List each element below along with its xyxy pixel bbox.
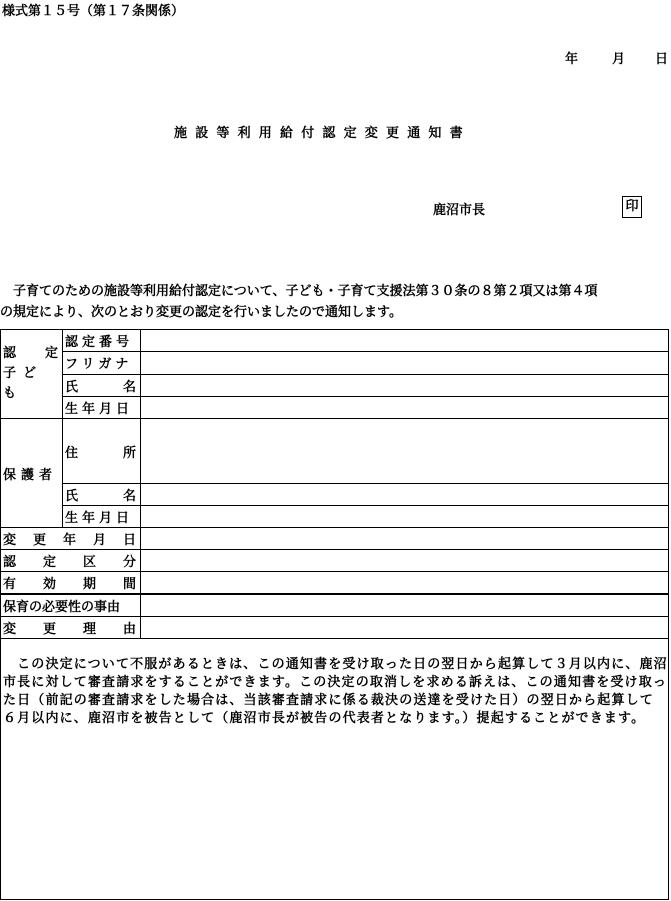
childcare-reason-label xyxy=(1,594,141,617)
guardian-address-label xyxy=(63,419,141,484)
certification-table xyxy=(0,329,669,639)
guardian-name-label xyxy=(63,484,141,506)
label-char: 効 xyxy=(42,577,56,592)
validity-field[interactable] xyxy=(141,572,669,595)
label-char: 所 xyxy=(122,445,136,461)
label-char: 有 xyxy=(3,577,17,592)
label-char: 更 xyxy=(32,533,46,548)
table-row xyxy=(1,572,669,595)
table-row xyxy=(1,484,669,506)
table-row xyxy=(1,528,669,550)
document-title: 施設等利用給付認定変更通知書 xyxy=(174,126,471,141)
issuer-name: 鹿沼市長 xyxy=(433,203,486,218)
label-char: 日 xyxy=(122,533,136,548)
label-text: 保育の必要性の事由 xyxy=(3,600,121,615)
group-char: 定 xyxy=(44,346,58,361)
category-label xyxy=(1,550,141,572)
child-name-field[interactable] xyxy=(141,374,669,396)
guardian-birthdate-label xyxy=(63,506,141,528)
label-char: 氏 xyxy=(65,489,79,504)
table-row xyxy=(1,352,669,374)
label-char: 月 xyxy=(92,533,106,548)
label-char: 認 xyxy=(3,555,17,570)
table-row xyxy=(1,330,669,352)
date-month-label: 月 xyxy=(612,52,626,67)
label-char: 年 xyxy=(62,533,76,548)
cert-number-field[interactable] xyxy=(141,330,669,352)
intro-line-2: の規定により、次のとおり変更の認定を行いましたので通知します。 xyxy=(0,305,402,320)
label-char: 期 xyxy=(82,577,96,592)
table-row xyxy=(1,419,669,484)
group-line: 子ども xyxy=(3,366,44,401)
table-row xyxy=(1,506,669,528)
child-birthdate-field[interactable] xyxy=(141,396,669,418)
child-group-label xyxy=(1,330,63,419)
label-char: 定 xyxy=(42,555,56,570)
furigana-label xyxy=(63,352,141,374)
label-text: 保護者 xyxy=(3,467,58,483)
guardian-birthdate-field[interactable] xyxy=(141,506,669,528)
label-char: 間 xyxy=(122,577,136,592)
form-number: 様式第１５号（第１７条関係） xyxy=(2,4,185,19)
guardian-name-field[interactable] xyxy=(141,484,669,506)
childcare-reason-field[interactable] xyxy=(141,594,669,617)
label-text: フリガナ xyxy=(65,357,133,373)
guardian-group-label xyxy=(1,419,63,528)
child-name-label xyxy=(63,374,141,396)
label-char: 区 xyxy=(82,555,96,570)
date-year-label: 年 xyxy=(565,52,579,67)
category-field[interactable] xyxy=(141,550,669,572)
cert-number-label xyxy=(63,330,141,352)
intro-text xyxy=(0,279,671,326)
group-char: 認 xyxy=(3,346,17,361)
table-row xyxy=(1,396,669,418)
validity-label xyxy=(1,572,141,595)
label-char: 変 xyxy=(3,622,17,637)
appeal-notice-text: この決定について不服があるときは、この通知書を受け取った日の翌日から起算して３月以内に、鹿沼市長に対して審査請求をすることができます。この決定の取消しを求める訴えは、この通知書を受け取った日（前記の審査請求をした場合は、当該審査請求に係る裁決の送達を受けた日）の翌日から起算して６月以内に、鹿沼市を被告として（鹿沼市長が被告の代表者となります。）提起することができます。 xyxy=(3,657,668,726)
seal-box: 印 xyxy=(622,196,642,218)
label-char: 住 xyxy=(65,445,79,461)
label-text: 認定番号 xyxy=(65,335,134,351)
intro-line-1: 子育てのための施設等利用給付認定について、子ども・子育て支援法第３０条の８第２項又は第４項 xyxy=(0,284,598,299)
change-date-field[interactable] xyxy=(141,528,669,550)
label-char: 名 xyxy=(122,489,136,504)
label-char: 氏 xyxy=(65,379,79,395)
label-text: 生年月日 xyxy=(65,511,134,526)
label-char: 由 xyxy=(122,622,136,637)
guardian-address-field[interactable] xyxy=(141,419,669,484)
label-char: 分 xyxy=(122,555,136,570)
child-birthdate-label xyxy=(63,396,141,418)
label-char: 変 xyxy=(3,533,17,548)
table-row xyxy=(1,594,669,617)
label-text: 生年月日 xyxy=(65,401,134,417)
label-char: 理 xyxy=(82,622,96,637)
table-row xyxy=(1,550,669,572)
table-row xyxy=(1,374,669,396)
change-date-label xyxy=(1,528,141,550)
furigana-field[interactable] xyxy=(141,352,669,374)
label-char: 更 xyxy=(42,622,56,637)
appeal-notice-box xyxy=(0,636,669,900)
label-char: 名 xyxy=(122,379,136,395)
date-day-label: 日 xyxy=(655,52,669,67)
